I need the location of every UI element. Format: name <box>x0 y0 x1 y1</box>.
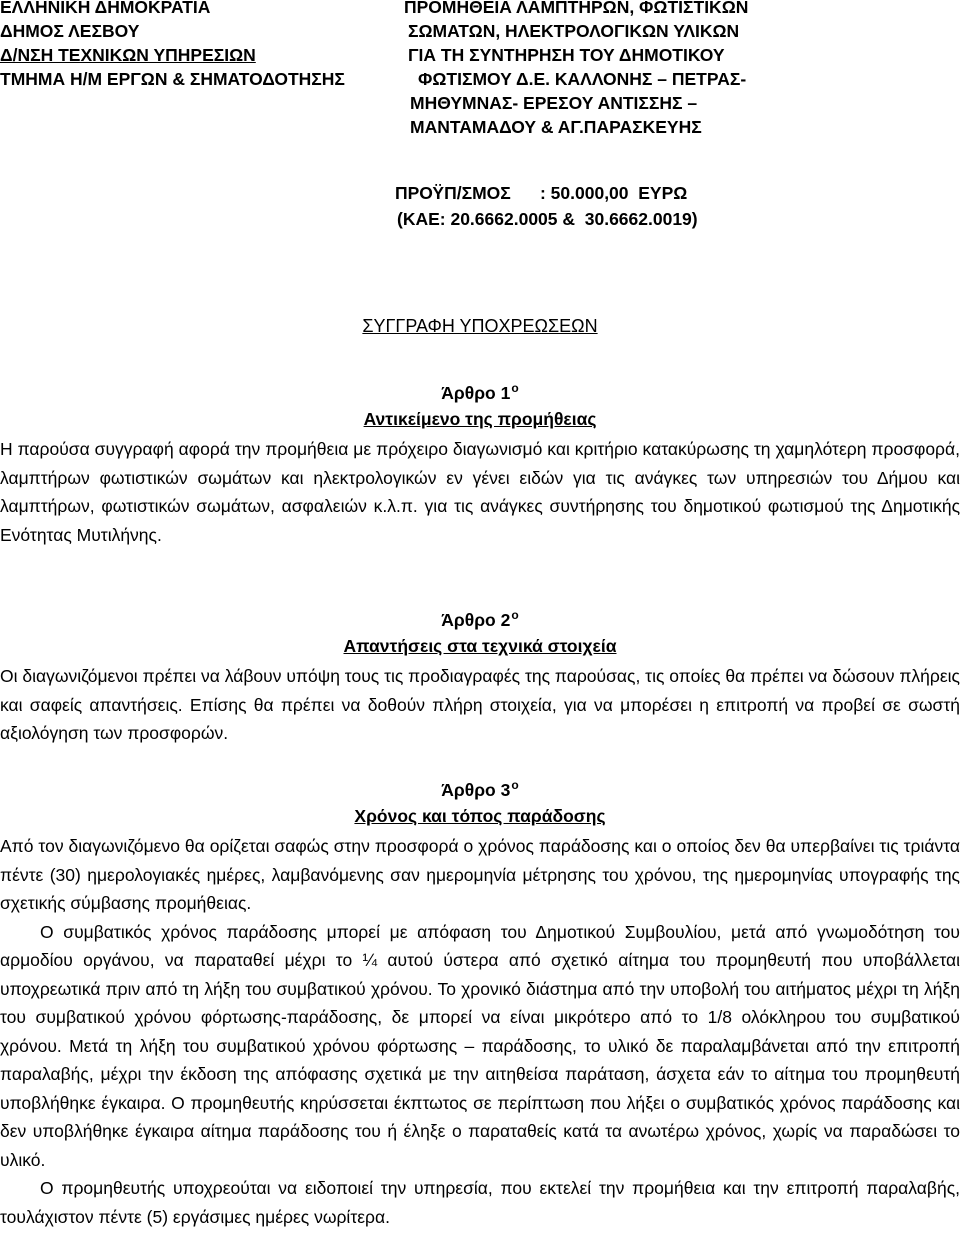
article-3 <box>0 772 960 1231</box>
issuer-block <box>0 0 400 91</box>
article-paragraph: Από τον διαγωνιζόμενο θα ορίζεται σαφώς στην προσφορά ο χρόνος παράδοσης και ο οποίος δεν θα υπερβαίνει τις τριάντα πέντε (30) ημερολογιακές ημέρες, λαμβανόμενης σαν ημερομηνία μέτρησης του χρόνου, της ημερομηνίας υπογραφής της σχετικής σύμβασης προμήθειας. <box>0 836 960 913</box>
article-paragraph: Ο συμβατικός χρόνος παράδοσης μπορεί με απόφαση του Δημοτικού Συμβουλίου, μετά από γνωμοδότηση του αρμοδίου οργάνου, να παραταθεί μέχρι το ¼ αυτού ύστερα από σχετικό αίτημα του προμηθευτή που υποβάλλεται υποχρεωτικά πριν από τη λήξη του συμβατικού χρόνου. Το χρονικό διάστημα από την υποβολή του αιτήματος μέχρι τη λήξη του συμβατικού χρόνου φόρτωσης-παράδοσης, δε μπορεί να είναι μικρότερο από το 1/8 ολόκληρου του συμβατικού χρόνου. Μετά τη λήξη του συμβατικού χρόνου φόρτωσης – παράδοσης, το υλικό δε παραλαμβάνεται από την επιτροπή παραλαβής, μέχρι την έκδοση της απόφασης σχετικά με την αιτηθείσα παράταση, άσχετα εάν το αίτημα του προμηθευτή υποβλήθηκε έγκαιρα. Ο προμηθευτής κηρύσσεται έκπτωτος σε περίπτωση που λήξει ο συμβατικός χρόνος παράδοσης και δεν υποβλήθηκε έγκαιρα αίτημα παράδοσης του ή έληξε ο παραταθείς κατά τα ανωτέρω χρόνος, χωρίς να παραδώσει το υλικό. <box>0 921 960 1170</box>
article-title: Απαντήσεις στα τεχνικά στοιχεία <box>343 636 617 656</box>
article-number: Άρθρο $2^o$ <box>441 608 519 630</box>
document-title: ΣΥΓΓΡΑΦΗ ΥΠΟΧΡΕΩΣΕΩΝ <box>362 316 598 336</box>
project-title-line: ΣΩΜΑΤΩΝ, ΗΛΕΚΤΡΟΛΟΓΙΚΩΝ ΥΛΙΚΩΝ <box>408 21 740 41</box>
issuer-line: ΤΜΗΜΑ Η/Μ ΕΡΓΩΝ & ΣΗΜΑΤΟΔΟΤΗΣΗΣ <box>0 69 345 89</box>
project-title-line: ΜΗΘΥΜΝΑΣ- ΕΡΕΣΟΥ ΑΝΤΙΣΣΗΣ – <box>410 93 698 113</box>
article-title: Αντικείμενο της προμήθειας <box>363 409 597 429</box>
project-title-line: ΠΡΟΜΗΘΕΙΑ ΛΑΜΠΤΗΡΩΝ, ΦΩΤΙΣΤΙΚΩΝ <box>404 0 749 17</box>
article-paragraph: Ο προμηθευτής υποχρεούται να ειδοποιεί την υπηρεσία, που εκτελεί την προμήθεια και την επιτροπή παραλαβής, τουλάχιστον πέντε (5) εργάσιμες ημέρες νωρίτερα. <box>0 1178 960 1227</box>
article-title: Χρόνος και τόπος παράδοσης <box>354 806 606 826</box>
article-paragraph: Η παρούσα συγγραφή αφορά την προμήθεια με πρόχειρο διαγωνισμό και κριτήριο κατακύρωσης τη χαμηλότερη προσφορά, λαμπτήρων φωτιστικών σωμάτων και ηλεκτρολογικών εν γένει ειδών για τις ανάγκες των υπηρεσιών του Δήμου και λαμπτήρων, φωτιστικών σωμάτων, ασφαλειών κ.λ.π. για τις ανάγκες συντήρησης του δημοτικού φωτισμού της Δημοτικής Ενότητας Μυτιλήνης. <box>0 439 960 545</box>
budget-block <box>395 180 698 232</box>
budget-codes: (ΚΑΕ: 20.6662.0005 & 30.6662.0019) <box>397 209 698 229</box>
project-title-line: ΜΑΝΤΑΜΑΔΟΥ & ΑΓ.ΠΑΡΑΣΚΕΥΗΣ <box>410 117 702 137</box>
budget-amount: ΠΡΟΫΠ/ΣΜΟΣ : 50.000,00 ΕΥΡΩ <box>395 183 688 203</box>
issuer-line: Δ/ΝΣΗ ΤΕΧΝΙΚΩΝ ΥΠΗΡΕΣΙΩΝ <box>0 45 256 65</box>
project-title-line: ΓΙΑ ΤΗ ΣΥΝΤΗΡΗΣΗ ΤΟΥ ΔΗΜΟΤΙΚΟΥ <box>408 45 725 65</box>
article-paragraph: Οι διαγωνιζόμενοι πρέπει να λάβουν υπόψη τους τις προδιαγραφές της παρούσας, τις οποίες θα πρέπει να δώσουν πλήρεις και σαφείς απαντήσεις. Επίσης θα πρέπει να δοθούν πλήρη στοιχεία, για να μπορέσει η επιτροπή να προβεί σε σωστή αξιολόγηση των προσφορών. <box>0 666 960 743</box>
article-1 <box>0 375 960 549</box>
article-number: Άρθρο $1^o$ <box>441 381 519 403</box>
issuer-line: ΔΗΜΟΣ ΛΕΣΒΟΥ <box>0 21 140 41</box>
project-title-block <box>390 0 810 139</box>
project-title-line: ΦΩΤΙΣΜΟΥ Δ.Ε. ΚΑΛΛΟΝΗΣ – ΠΕΤΡΑΣ- <box>418 69 747 89</box>
article-number: Άρθρο $3^o$ <box>441 778 519 800</box>
issuer-line: ΕΛΛΗΝΙΚΗ ΔΗΜΟΚΡΑΤΙΑ <box>0 0 211 17</box>
article-2 <box>0 602 960 748</box>
